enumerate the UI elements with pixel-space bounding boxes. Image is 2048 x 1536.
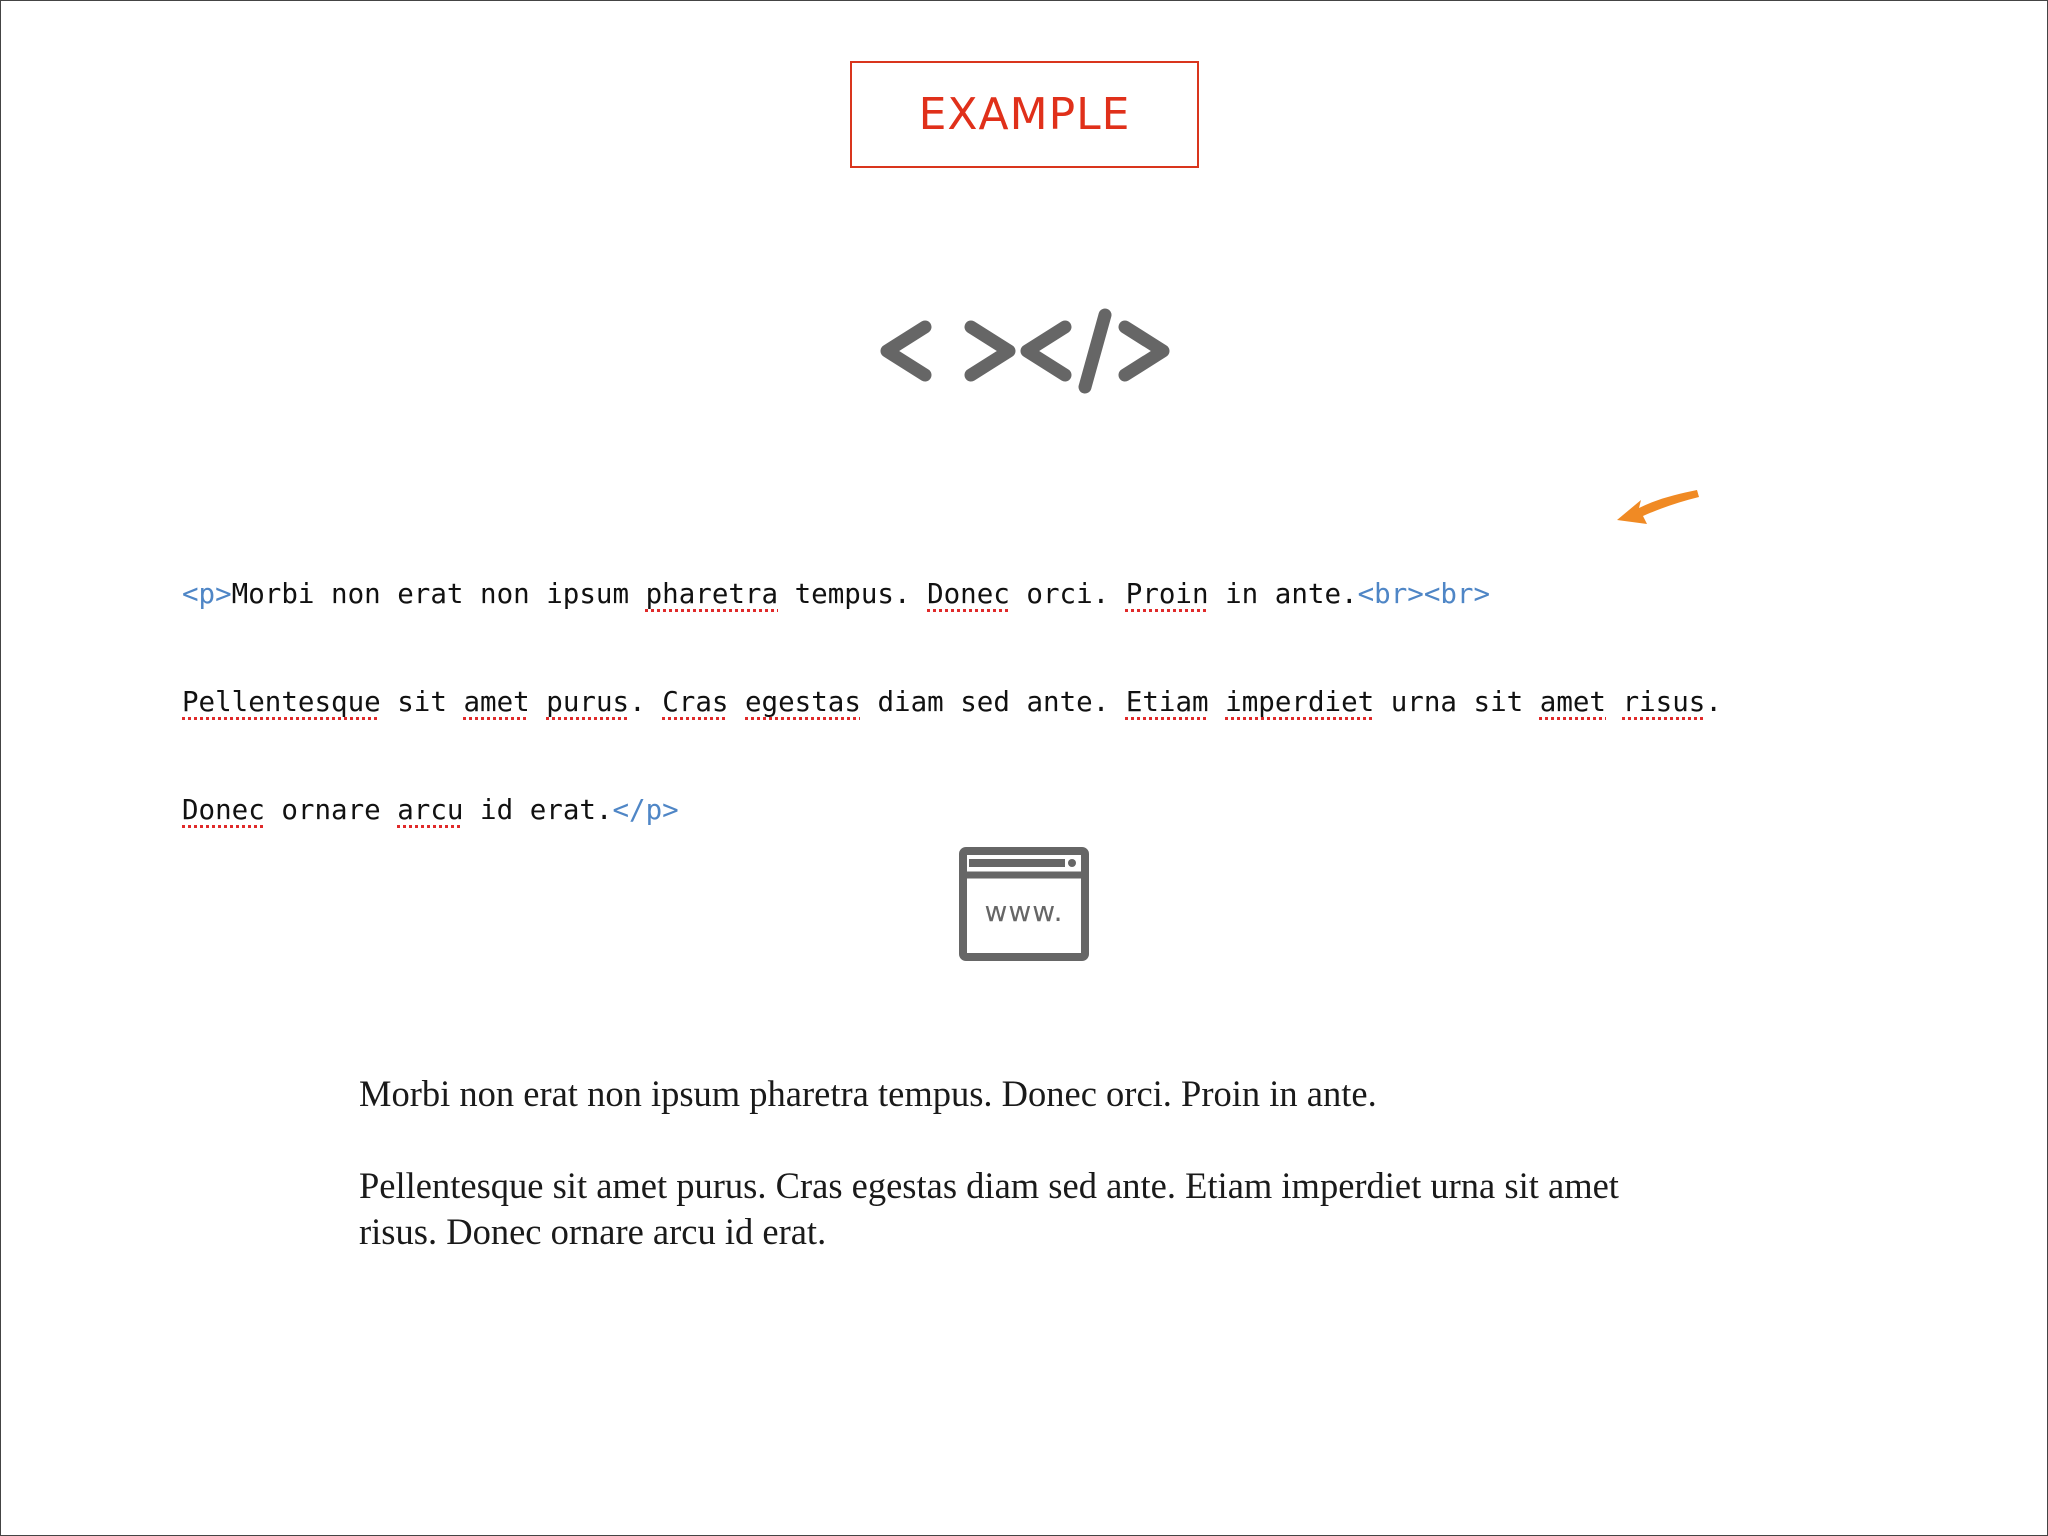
browser-window-label: www. xyxy=(984,895,1064,928)
rendered-paragraph-2: Pellentesque sit amet purus. Cras egestas diam sed ante. Etiam imperdiet urna sit amet risus. Donec ornare arcu id erat. xyxy=(359,1165,1619,1252)
code-token: urna sit xyxy=(1374,686,1540,718)
code-line-3 xyxy=(182,792,1722,828)
code-token: id erat. xyxy=(463,794,613,826)
example-label-box xyxy=(850,61,1199,168)
code-token: . xyxy=(1705,686,1722,718)
code-token: Morbi non erat non ipsum xyxy=(231,578,646,610)
code-token-misspelled: Etiam xyxy=(1125,686,1209,718)
code-token-misspelled: purus xyxy=(546,686,630,718)
code-token: in ante. xyxy=(1208,578,1358,610)
code-token xyxy=(728,686,745,718)
code-token: <p> xyxy=(182,578,232,610)
code-token: . xyxy=(629,686,663,718)
code-token-misspelled: Donec xyxy=(182,794,265,826)
code-token-misspelled: Donec xyxy=(927,578,1010,610)
code-token-misspelled: arcu xyxy=(397,794,464,826)
code-token xyxy=(1606,686,1623,718)
example-label: EXAMPLE xyxy=(918,89,1131,140)
code-token-misspelled: risus xyxy=(1622,686,1706,718)
code-token: sit xyxy=(380,686,464,718)
code-token: ornare xyxy=(264,794,398,826)
code-line-1 xyxy=(182,576,1722,612)
code-token-misspelled: imperdiet xyxy=(1225,686,1375,718)
code-line-2 xyxy=(182,684,1722,720)
html-source-code xyxy=(182,504,1722,900)
code-token: diam sed ante. xyxy=(860,686,1126,718)
code-token-misspelled: Proin xyxy=(1125,578,1209,610)
code-token-misspelled: amet xyxy=(463,686,530,718)
pointer-arrow-icon xyxy=(1613,484,1703,534)
rendered-output xyxy=(359,1071,1699,1255)
code-token xyxy=(1209,686,1226,718)
code-tags-icon xyxy=(869,301,1189,411)
code-token-misspelled: Cras xyxy=(662,686,729,718)
code-token-misspelled: Pellentesque xyxy=(182,686,381,718)
code-token-br: <br> xyxy=(1423,578,1491,610)
code-token xyxy=(530,686,547,718)
browser-window-icon xyxy=(959,847,1089,961)
code-token-misspelled: amet xyxy=(1539,686,1606,718)
code-token-misspelled: pharetra xyxy=(645,578,779,610)
code-token-misspelled: egestas xyxy=(745,686,861,718)
code-token: </p> xyxy=(612,794,679,826)
rendered-paragraph-1: Morbi non erat non ipsum pharetra tempus. Donec orci. Proin in ante. xyxy=(359,1073,1377,1114)
code-token-br: <br> xyxy=(1357,578,1424,610)
code-token: orci. xyxy=(1009,578,1126,610)
code-token: tempus. xyxy=(778,578,928,610)
